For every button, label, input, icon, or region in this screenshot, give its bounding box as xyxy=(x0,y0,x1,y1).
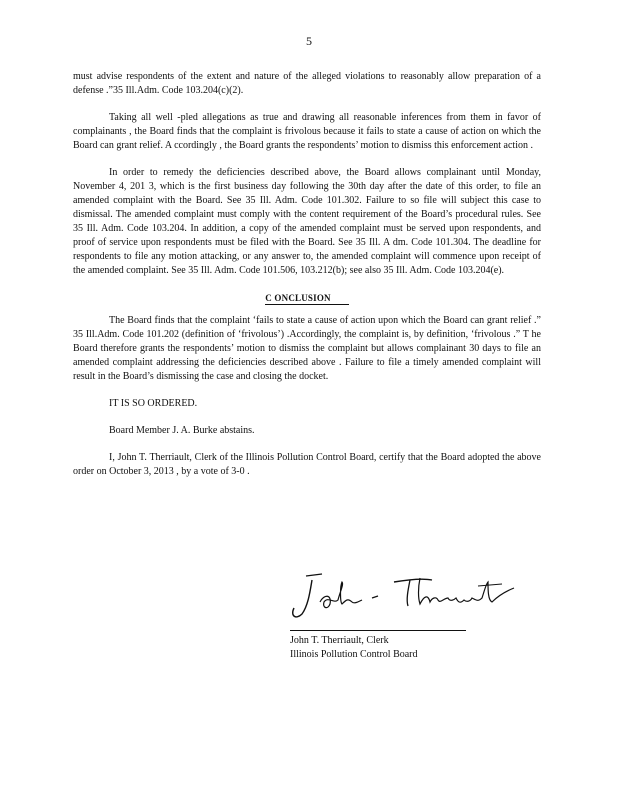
abstention-note: Board Member J. A. Burke abstains. xyxy=(109,425,255,436)
so-ordered: IT IS SO ORDERED. xyxy=(109,398,198,409)
signature-organization: Illinois Pollution Control Board xyxy=(290,649,418,660)
paragraph-remedy: In order to remedy the deficiencies described above, the Board allows complainant until Monday, November 4, 201 3, which is the first business day following the 30th day after the date of this order, to file an amended complaint with the Board. See 35 Ill. Adm. Code 101.302. Failure to so file will subject this case to dismissal. The amended complaint must comply with the content requirement of the Board’s procedural rules. See 35 Ill. Adm. Code 103.204. In addition, a copy of the amended complaint must be served upon respondents, and proof of service upon respondents must be filed with the Board. See 35 Ill. A dm. Code 101.304. The deadline for respondents to file any motion attacking, or any answer to, the amended complaint will commence upon receipt of the amended complaint. See 35 Ill. Adm. Code 101.506, 103.212(b); see also 35 Ill. Adm. Code 103.204(e). xyxy=(73,167,541,276)
paragraph-conclusion: The Board finds that the complaint ‘fails to state a cause of action upon which the Board can grant relief .” 35 Ill.Adm. Code 101.202 (definition of ‘frivolous’) .Accordingly, the complaint is, by definition, ‘frivolous .” T he Board therefore grants the respondents’ motion to dismiss the complaint but allows complainant 30 days to file an amended complaint addressing the deficiencies described above . Failure to file a timely amended complaint will result in the Board’s dismissing the case and closing the docket. xyxy=(73,315,541,382)
signature-line xyxy=(290,630,466,631)
paragraph-notice-requirement: must advise respondents of the extent and nature of the alleged violations to reasonably allow preparation of a defense .”35 Ill.Adm. Code 103.204(c)(2). xyxy=(73,71,541,96)
paragraph-board-finding: Taking all well -pled allegations as true and drawing all reasonable inferences from them in favor of complainants , the Board finds that the complaint is frivolous because it fails to state a cause of action on which the Board can grant relief. A ccordingly , the Board grants the respondents’ motion to dismiss this enforcement action . xyxy=(73,112,541,151)
signature-name: John T. Therriault, Clerk xyxy=(290,635,389,646)
order-body xyxy=(73,70,541,492)
page-number: 5 xyxy=(306,34,312,48)
clerk-certification: I, John T. Therriault, Clerk of the Illinois Pollution Control Board, certify that the Board adopted the above order on October 3, 2013 , by a vote of 3-0 . xyxy=(73,452,541,477)
handwritten-signature xyxy=(282,562,542,630)
signature-block xyxy=(290,634,418,662)
conclusion-heading: C ONCLUSION xyxy=(73,291,541,305)
